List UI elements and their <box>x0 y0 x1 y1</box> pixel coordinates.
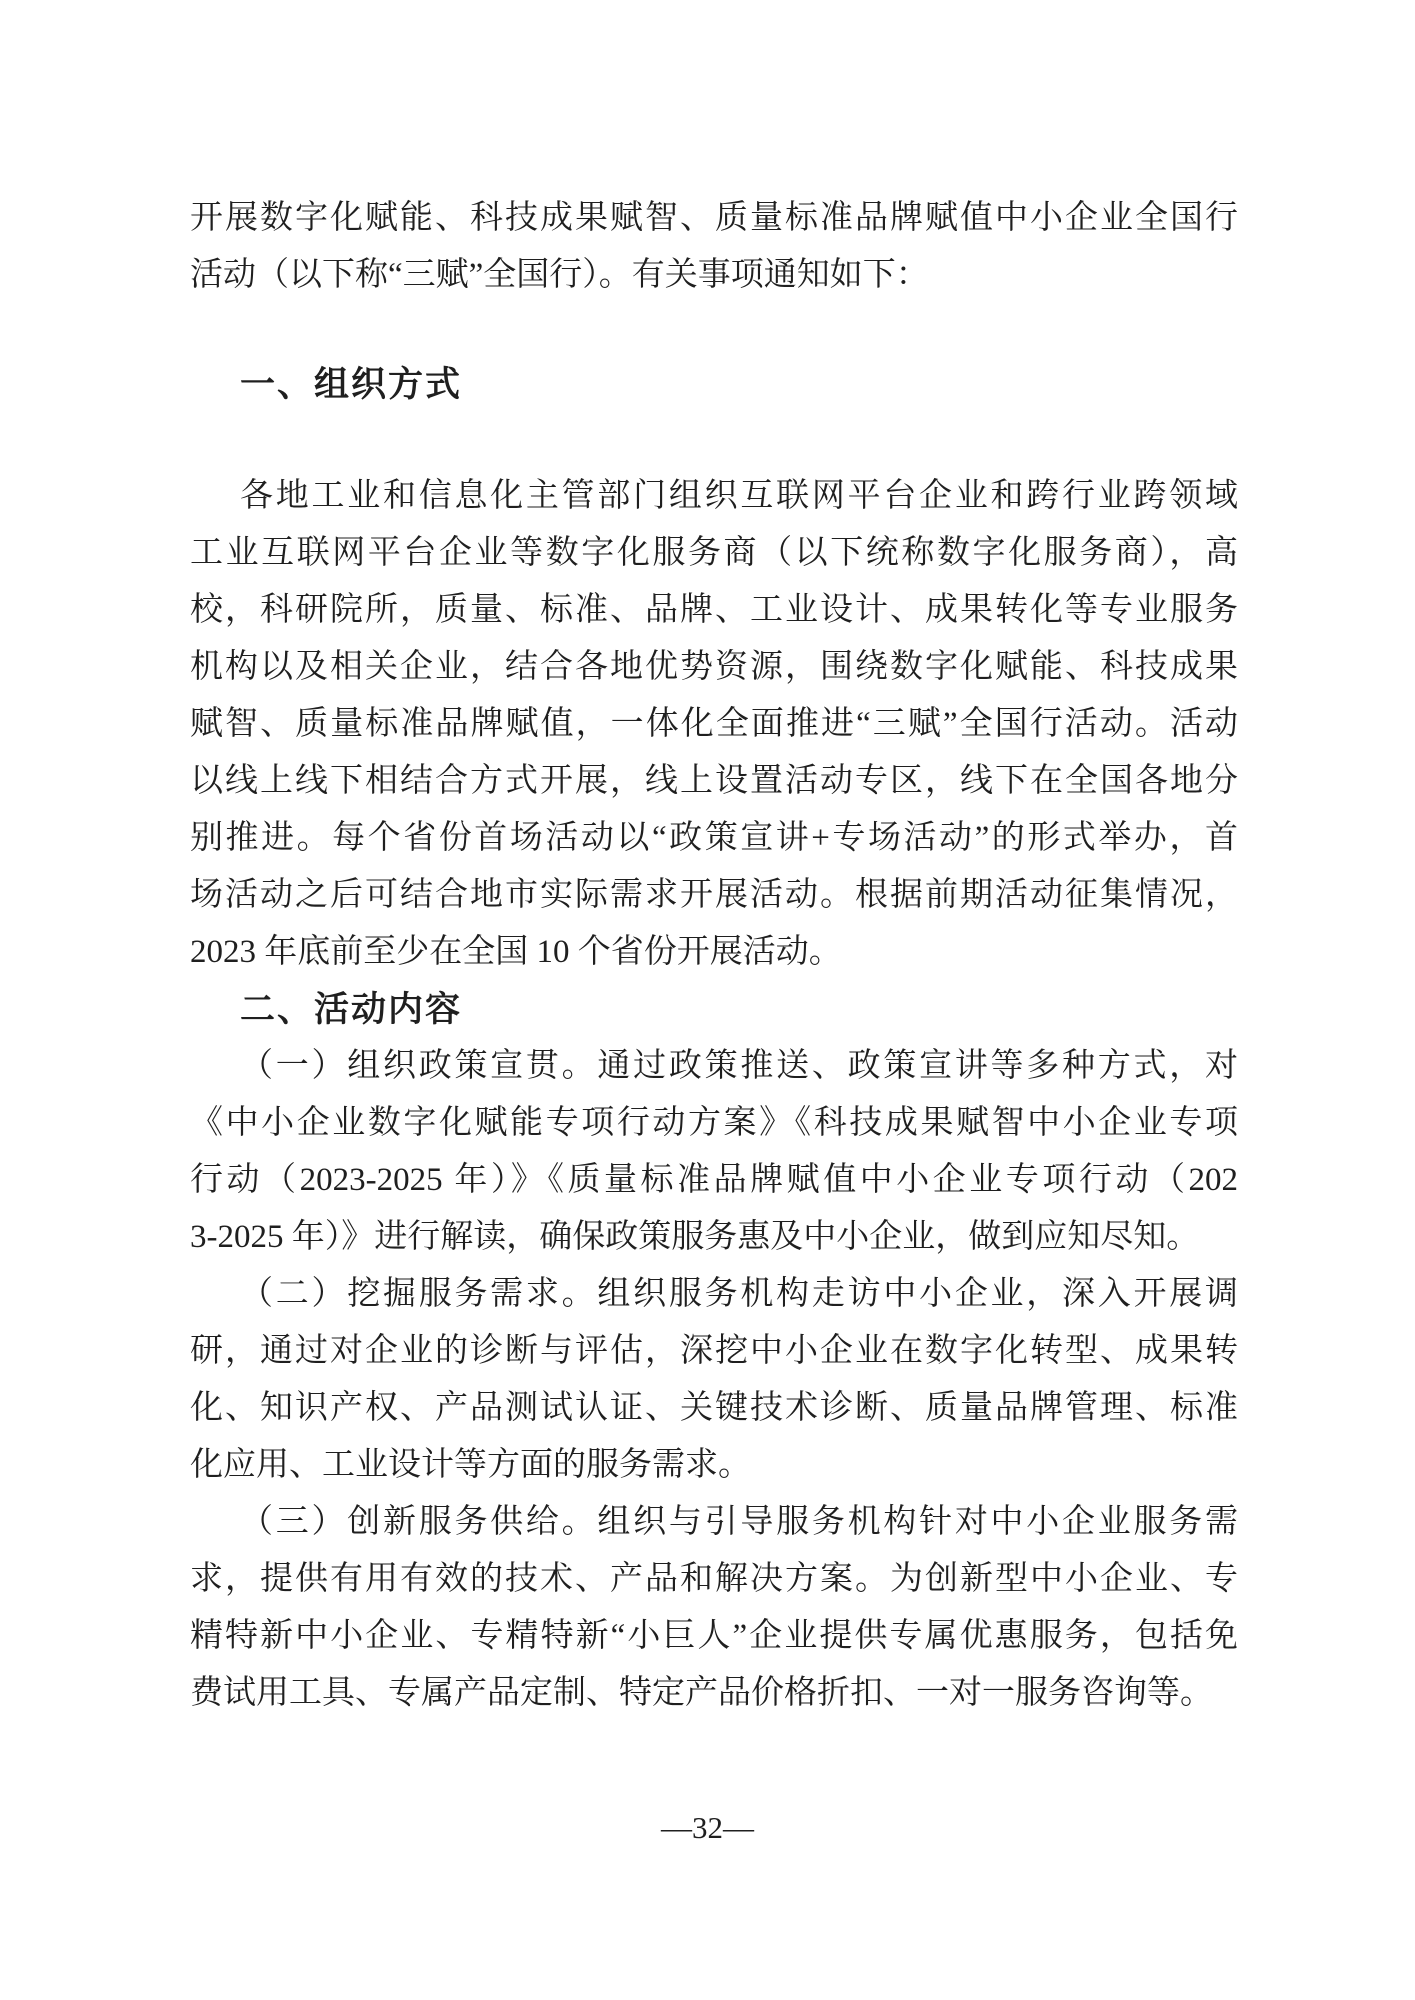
text-line: 费试用工具、专属产品定制、特定产品价格折扣、一对一服务咨询等。 <box>190 1675 1213 1711</box>
text-line: 活动（以下称“三赋”全国行）。有关事项通知如下： <box>190 257 929 293</box>
text-line: 精特新中小企业、专精特新“小巨人”企业提供专属优惠服务，包括免 <box>190 1618 1238 1654</box>
section-heading-activities: 二、活动内容 <box>240 990 463 1029</box>
section-heading-organization: 一、组织方式 <box>240 365 463 404</box>
text-line: 3-2025 年）》进行解读，确保政策服务惠及中小企业，做到应知尽知。 <box>190 1219 1200 1255</box>
page-number: —32— <box>661 1810 754 1845</box>
text-line: 化应用、工业设计等方面的服务需求。 <box>190 1447 751 1483</box>
document-body <box>190 190 1238 1722</box>
text-line: （三）创新服务供给。组织与引导服务机构针对中小企业服务需 <box>240 1504 1238 1540</box>
text-line: 研，通过对企业的诊断与评估，深挖中小企业在数字化转型、成果转 <box>190 1333 1238 1369</box>
text-line: 各地工业和信息化主管部门组织互联网平台企业和跨行业跨领域 <box>240 478 1238 514</box>
text-line: 场活动之后可结合地市实际需求开展活动。根据前期活动征集情况， <box>190 877 1238 913</box>
text-line: 以线上线下相结合方式开展，线上设置活动专区，线下在全国各地分 <box>190 763 1238 799</box>
text-line: 《中小企业数字化赋能专项行动方案》《科技成果赋智中小企业专项 <box>190 1105 1238 1141</box>
text-line: 开展数字化赋能、科技成果赋智、质量标准品牌赋值中小企业全国行 <box>190 200 1238 236</box>
text-line: 机构以及相关企业，结合各地优势资源，围绕数字化赋能、科技成果 <box>190 649 1238 685</box>
text-line: 求，提供有用有效的技术、产品和解决方案。为创新型中小企业、专 <box>190 1561 1238 1597</box>
text-line: 行动（2023-2025 年）》《质量标准品牌赋值中小企业专项行动（202 <box>190 1162 1238 1198</box>
text-line: 赋智、质量标准品牌赋值，一体化全面推进“三赋”全国行活动。活动 <box>190 706 1238 742</box>
text-line: 别推进。每个省份首场活动以“政策宣讲+专场活动”的形式举办，首 <box>190 820 1238 856</box>
text-line: 化、知识产权、产品测试认证、关键技术诊断、质量品牌管理、标准 <box>190 1390 1238 1426</box>
text-line: 校，科研院所，质量、标准、品牌、工业设计、成果转化等专业服务 <box>190 592 1238 628</box>
text-line: （一）组织政策宣贯。通过政策推送、政策宣讲等多种方式，对 <box>240 1048 1238 1084</box>
text-line: 工业互联网平台企业等数字化服务商（以下统称数字化服务商），高 <box>190 535 1238 571</box>
text-line: 2023 年底前至少在全国 10 个省份开展活动。 <box>190 934 842 970</box>
text-line: （二）挖掘服务需求。组织服务机构走访中小企业，深入开展调 <box>240 1276 1238 1312</box>
